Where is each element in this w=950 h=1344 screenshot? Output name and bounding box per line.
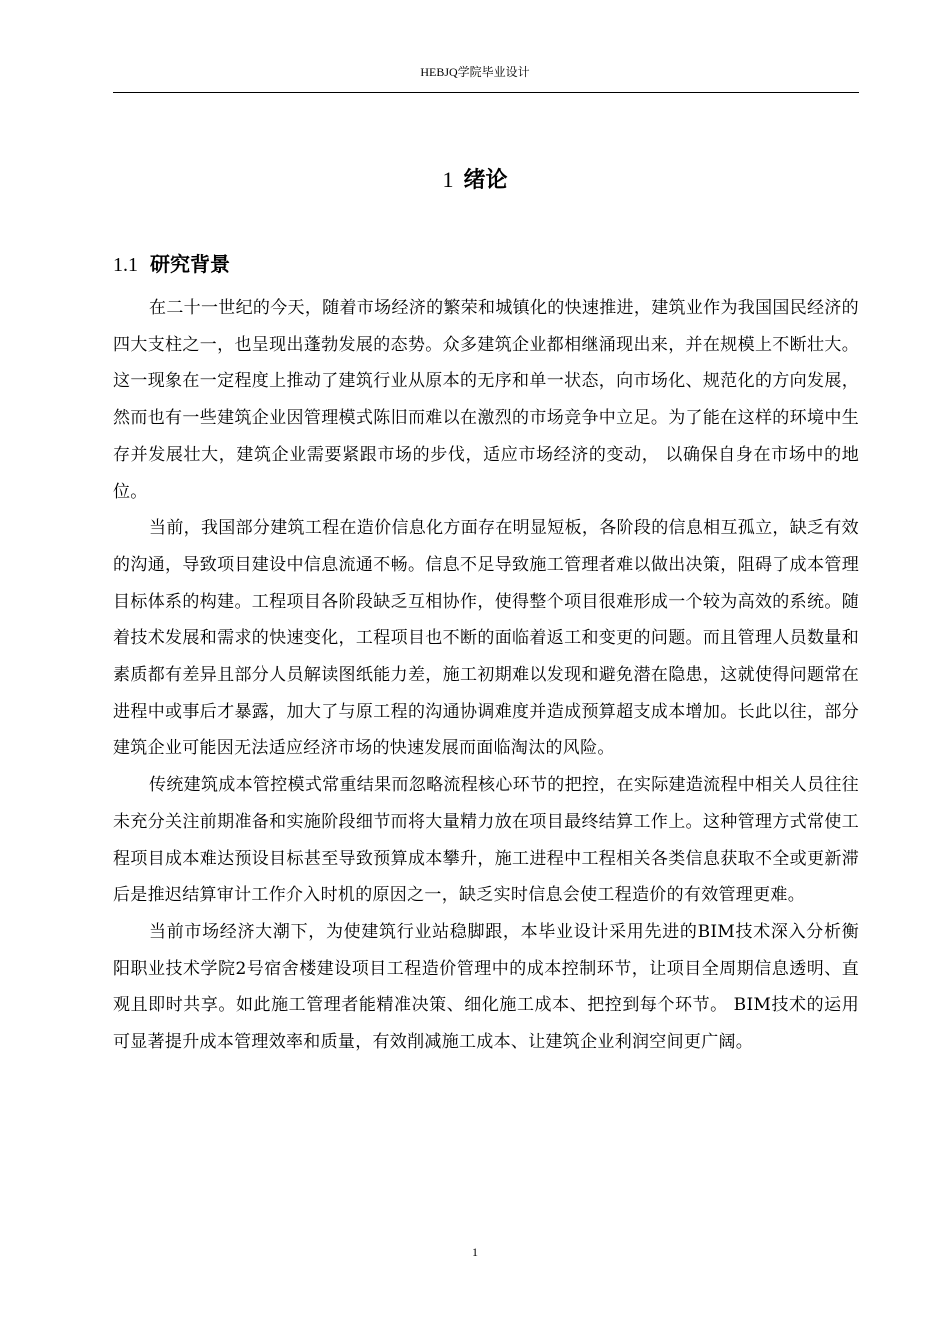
section-title-text: 研究背景	[150, 252, 230, 276]
paragraph: 当前，我国部分建筑工程在造价信息化方面存在明显短板，各阶段的信息相互孤立，缺乏有效的沟通，导致项目建设中信息流通不畅。信息不足导致施工管理者难以做出决策，阻碍了成本管理目标体系的构建。工程项目各阶段缺乏互相协作，使得整个项目很难形成一个较为高效的系统。随着技术发展和需求的快速变化，工程项目也不断的面临着返工和变更的问题。而且管理人员数量和素质都有差异且部分人员解读图纸能力差，施工初期难以发现和避免潜在隐患，这就使得问题常在进程中或事后才暴露，加大了与原工程的沟通协调难度并造成预算超支成本增加。长此以往，部分建筑企业可能因无法适应经济市场的快速发展而面临淘汰的风险。	[113, 518, 859, 759]
chapter-title-text: 绪论	[463, 168, 508, 193]
section-number: 1.1	[113, 254, 138, 276]
paragraph: 在二十一世纪的今天，随着市场经济的繁荣和城镇化的快速推进，建筑业作为我国国民经济的四大支柱之一，也呈现出蓬勃发展的态势。众多建筑企业都相继涌现出来，并在规模上不断壮大。这一现象在一定程度上推动了建筑行业从原本的无序和单一状态，向市场化、规范化的方向发展，然而也有一些建筑企业因管理模式陈旧而难以在激烈的市场竞争中立足。为了能在这样的环境中生存并发展壮大，建筑企业需要紧跟市场的步伐，适应市场经济的变动， 以确保自身在市场中的地位。	[113, 298, 859, 502]
chapter-title	[0, 164, 950, 197]
paragraph: 当前市场经济大潮下，为使建筑行业站稳脚跟，本毕业设计采用先进的BIM技术深入分析衡阳职业技术学院2号宿舍楼建设项目工程造价管理中的成本控制环节，让项目全周期信息透明、直观且即时共享。如此施工管理者能精准决策、细化施工成本、把控到每个环节。 BIM技术的运用可显著提升成本管理效率和质量，有效削减施工成本、让建筑企业利润空间更广阔。	[113, 921, 859, 1053]
chapter-number: 1	[442, 167, 454, 192]
page-header: HEBJQ学院毕业设计	[420, 65, 530, 79]
body-text	[113, 290, 859, 1061]
page-number: 1	[472, 1245, 478, 1259]
section-title	[113, 249, 230, 280]
paragraph: 传统建筑成本管控模式常重结果而忽略流程核心环节的把控，在实际建造流程中相关人员往往未充分关注前期准备和实施阶段细节而将大量精力放在项目最终结算工作上。这种管理方式常使工程项目成本难达预设目标甚至导致预算成本攀升，施工进程中工程相关各类信息获取不全或更新滞后是推迟结算审计工作介入时机的原因之一，缺乏实时信息会使工程造价的有效管理更难。	[113, 775, 859, 906]
header-divider	[113, 92, 859, 93]
